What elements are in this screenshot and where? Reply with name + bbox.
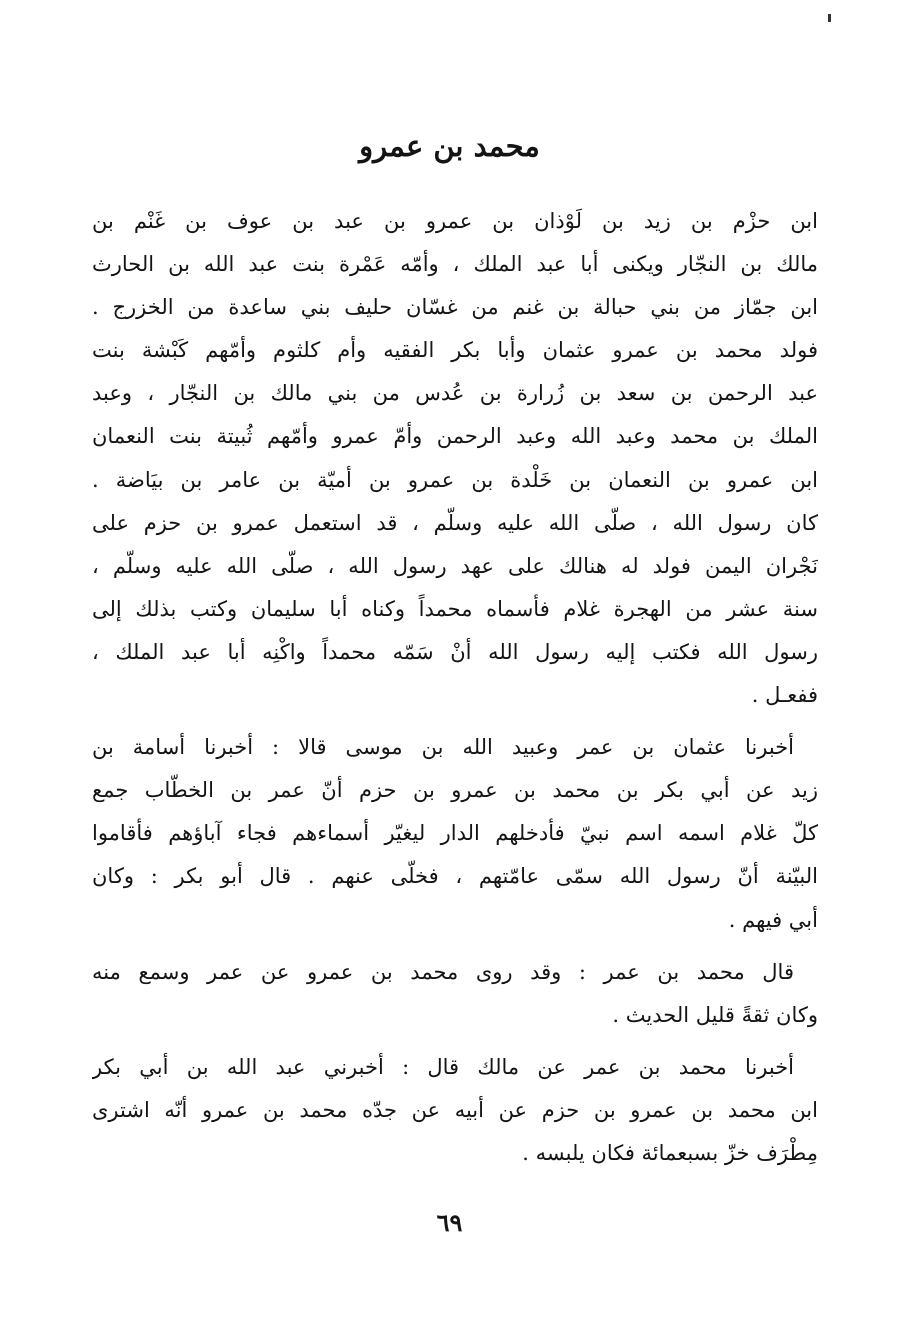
scan-speck (828, 14, 831, 22)
text-line: ابن حزْم بن زيد بن لَوْذان بن عمرو بن عبد بن عوف بن غَنْم بن (92, 209, 818, 233)
paragraph-narrator-assessment (92, 951, 818, 1037)
text-line: ابن جمّاز من بني حبالة بن غنم من غسّان حليف بني ساعدة من الخزرج . (92, 295, 818, 320)
text-line: مالك بن النجّار ويكنى أبا عبد الملك ، وأمّه عَمْرة بنت عبد الله بن الحارث (92, 252, 818, 277)
page-title: محمد بن عمرو (359, 129, 540, 163)
text-line: البيّنة أنّ رسول الله سمّى عامّتهم ، فخلّى عنهم . قال أبو بكر : وكان (92, 864, 818, 889)
text-line: فولد محمد بن عمرو عثمان وأبا بكر الفقيه وأم كلثوم وأمّهم كَبْشة بنت (92, 338, 818, 363)
text-line: ابن محمد بن عمرو بن حزم عن أبيه عن جدّه محمد بن عمرو أنّه اشترى (92, 1097, 818, 1122)
text-line: مِطْرَف خزّ بسبعمائة فكان يلبسه . (522, 1140, 818, 1165)
text-line: نَجْران اليمن فولد له هنالك على عهد رسول الله ، صلّى الله عليه وسلّم ، (92, 553, 818, 578)
text-line: ففعـل . (751, 683, 818, 708)
text-line: وكان ثقةً قليل الحديث . (612, 1002, 818, 1027)
text-line: ابن عمرو بن النعمان بن خَلْدة بن عمرو بن أميّة بن عامر بن بيَاضة . (92, 467, 818, 492)
text-line: رسول الله فكتب إليه رسول الله أنْ سَمّه محمداً واكْنِه أبا عبد الملك ، (92, 639, 818, 664)
text-line: قال محمد بن عمر : وقد روى محمد بن عمرو عن عمر وسمع منه (92, 959, 794, 984)
paragraph-biography (92, 200, 818, 717)
paragraph-report-garment (92, 1046, 818, 1175)
text-line: أبي فيهم . (728, 907, 818, 932)
text-line: عبد الرحمن بن سعد بن زُرارة بن عُدس من بني مالك بن النجّار ، وعبد (92, 381, 818, 406)
text-body (92, 200, 818, 1184)
paragraph-report-name-change (92, 726, 818, 941)
text-line: الملك بن محمد وعبد الله وعبد الرحمن وأمّ عمرو وأمّهم ثُبيتة بنت النعمان (92, 424, 818, 449)
text-line: كان رسول الله ، صلّى الله عليه وسلّم ، قد استعمل عمرو بن حزم على (92, 510, 818, 535)
text-line: أخبرنا عثمان بن عمر وعبيد الله بن موسى قالا : أخبرنا أسامة بن (92, 735, 794, 760)
page-number: ٦٩ (436, 1208, 463, 1237)
text-line: كلّ غلام اسمه اسم نبيّ فأدخلهم الدار ليغيّر أسماءهم فجاء آباؤهم فأقاموا (92, 821, 818, 846)
text-line: سنة عشر من الهجرة غلام فأسماه محمداً وكناه أبا سليمان وكتب بذلك إلى (92, 596, 818, 621)
text-line: أخبرنا محمد بن عمر عن مالك قال : أخبرني عبد الله بن أبي بكر (92, 1054, 794, 1079)
text-line: زيد عن أبي بكر بن محمد بن عمرو بن حزم أنّ عمر بن الخطّاب جمع (92, 778, 818, 803)
